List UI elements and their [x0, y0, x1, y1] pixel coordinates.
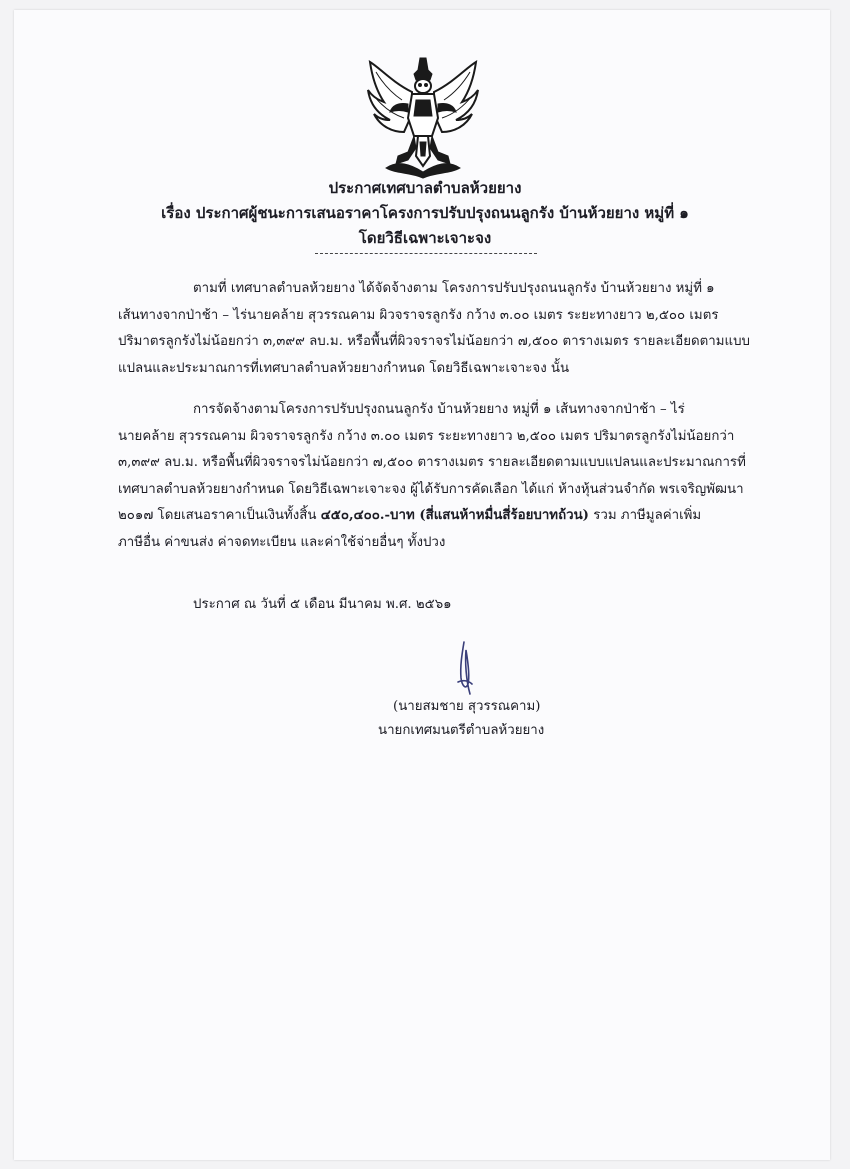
price-suffix: รวม ภาษีมูลค่าเพิ่ม	[588, 508, 702, 524]
paragraph-2-line: นายคล้าย สุวรรณคาม ผิวจราจรลูกรัง กว้าง ๓.๐๐ เมตร ระยะทางยาว ๒,๕๐๐ เมตร ปริมาตรลูกรังไม่น้อยกว่า	[118, 428, 735, 444]
signatory-position: นายกเทศมนตรีตำบลห้วยยาง	[378, 723, 545, 738]
paragraph-2	[118, 397, 746, 557]
signature	[450, 640, 480, 700]
paragraph-1-line: เส้นทางจากป่าช้า – ไร่นายคล้าย สุวรรณคาม ผิวจราจรลูกรัง กว้าง ๓.๐๐ เมตร ระยะทางยาว ๒,๕๐๐ เมตร	[118, 307, 719, 323]
paragraph-2-line-price	[118, 503, 746, 530]
paragraph-1	[118, 276, 750, 382]
paragraph-2-line: ๓,๓๙๙ ลบ.ม. หรือพื้นที่ผิวจราจรไม่น้อยกว่า ๗,๕๐๐ ตารางเมตร รายละเอียดตามแบบแปลนและประมาณการที่	[118, 455, 746, 471]
announcement-subject: เรื่อง ประกาศผู้ชนะการเสนอราคาโครงการปรับปรุงถนนลูกรัง บ้านห้วยยาง หมู่ที่ ๑	[161, 204, 689, 222]
paragraph-2-line: การจัดจ้างตามโครงการปรับปรุงถนนลูกรัง บ้านห้วยยาง หมู่ที่ ๑ เส้นทางจากป่าช้า – ไร่	[193, 402, 685, 417]
divider	[315, 253, 537, 254]
paragraph-2-line: ภาษีอื่น ค่าขนส่ง ค่าจดทะเบียน และค่าใช้จ่ายอื่นๆ ทั้งปวง	[118, 534, 446, 550]
signatory-name: (นายสมชาย สุวรรณคาม)	[393, 699, 541, 714]
announcement-date: ประกาศ ณ วันที่ ๕ เดือน มีนาคม พ.ศ. ๒๕๖๑	[193, 597, 452, 612]
paragraph-2-line: เทศบาลตำบลห้วยยางกำหนด โดยวิธีเฉพาะเจาะจง ผู้ได้รับการคัดเลือก ได้แก่ ห้างหุ้นส่วนจำกัด พรเจริญพัฒนา	[118, 481, 744, 497]
paragraph-1-line: ปริมาตรลูกรังไม่น้อยกว่า ๓,๓๙๙ ลบ.ม. หรือพื้นที่ผิวจราจรไม่น้อยกว่า ๗,๕๐๐ ตารางเมตร รายละเอียดตามแบบ	[118, 334, 750, 350]
paragraph-1-line: ตามที่ เทศบาลตำบลห้วยยาง ได้จัดจ้างตาม โครงการปรับปรุงถนนลูกรัง บ้านห้วยยาง หมู่ที่ ๑	[193, 281, 715, 296]
garuda-emblem-icon	[362, 56, 484, 180]
price-amount: ๔๕๐,๔๐๐.-บาท (สี่แสนห้าหมื่นสี่ร้อยบาทถ้วน)	[320, 508, 589, 524]
paragraph-1-line: แปลนและประมาณการที่เทศบาลตำบลห้วยยางกำหนด โดยวิธีเฉพาะเจาะจง นั้น	[118, 360, 570, 376]
procurement-method: โดยวิธีเฉพาะเจาะจง	[358, 229, 492, 247]
announcement-title: ประกาศเทศบาลตำบลห้วยยาง	[328, 179, 522, 197]
price-prefix: ๒๐๑๗ โดยเสนอราคาเป็นเงินทั้งสิ้น	[118, 508, 321, 524]
